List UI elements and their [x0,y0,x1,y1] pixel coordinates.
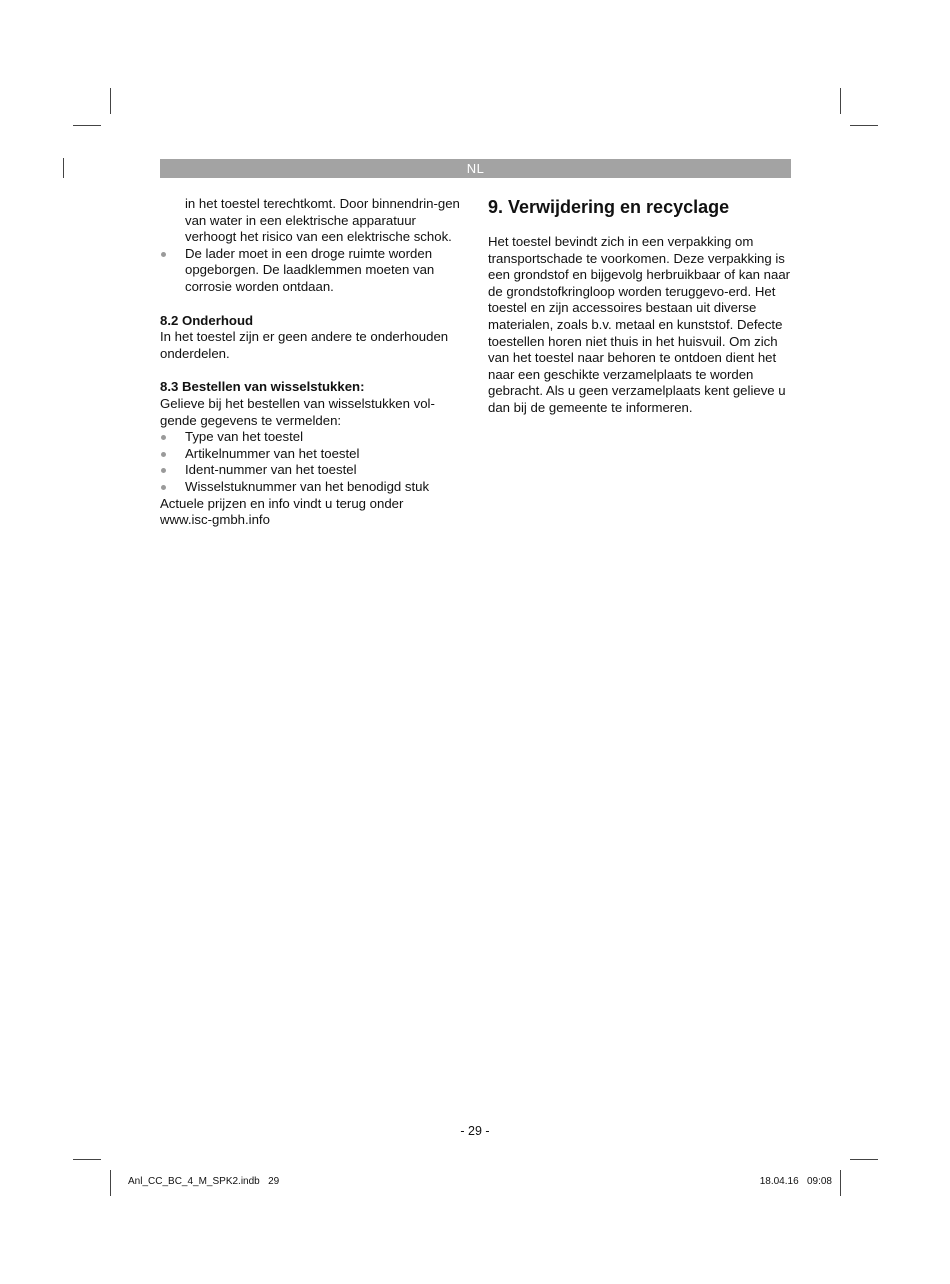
list-item [160,429,465,446]
crop-mark-top-right-v [840,88,841,114]
list-item-text: Type van het toestel [185,429,304,445]
left-column [160,196,465,529]
list-item [160,446,465,463]
bullet-item-charger [160,246,465,296]
page-number: - 29 - [460,1124,490,1138]
section-heading-8-2: 8.2 Onderhoud [160,312,254,328]
continued-paragraph: in het toestel terechtkomt. Door binnendrin-gen van water in een elektrische apparatuur verhoogt het risico van een elektrische schok. [185,196,460,245]
list-item [160,479,465,496]
list-item-text: Artikelnummer van het toestel [185,445,360,461]
crop-mark-bottom-right-h [850,1159,878,1160]
section-text-9: Het toestel bevindt zich in een verpakking om transportschade te voorkomen. Deze verpakking is een grondstof en bijgevolg herbruikbaar of kan naar de grondstofkringloop worden teruggevo-erd. Het toestel en zijn accessoires bestaan uit diverse materialen, zoals b.v. metaal en kunststof. Defecte toestellen horen niet thuis in het huisvuil. Om zich van het toestel naar behoren te ontdoen dient het naar een geschikte verzamelplaats te worden gebracht. Als u geen verzamelplaats kent gelieve u dan bij de gemeente te informeren. [488,234,791,415]
bullet-icon [161,452,166,457]
bullet-text: De lader moet in een droge ruimte worden opgeborgen. De laadklemmen moeten van corrosie worden ontdaan. [185,245,435,294]
language-header-bar [160,159,791,178]
crop-mark-top-left-h [73,125,101,126]
section-outro-8-3: Actuele prijzen en info vindt u terug onder www.isc-gmbh.info [160,495,404,528]
section-intro-8-3: Gelieve bij het bestellen van wisselstukken vol-gende gegevens te vermelden: [160,395,435,428]
bullet-icon [161,468,166,473]
crop-mark-bottom-left-v [110,1170,111,1196]
list-item [160,462,465,479]
print-date-time: 18.04.16 09:08 [759,1176,832,1187]
bullet-icon [161,252,166,257]
list-item-text: Wisselstuknummer van het benodigd stuk [185,478,430,494]
section-heading-8-3: 8.3 Bestellen van wisselstukken: [160,379,365,395]
crop-mark-bottom-right-v [840,1170,841,1196]
crop-mark-top-left-v [110,88,111,114]
section-text-8-2: In het toestel zijn er geen andere te onderhouden onderdelen. [160,329,449,361]
bullet-icon [161,435,166,440]
list-item-text: Ident-nummer van het toestel [185,462,357,478]
section-heading-9: 9. Verwijdering en recyclage [488,197,730,217]
crop-mark-top-right-h [850,125,878,126]
right-column [488,196,792,417]
crop-mark-bottom-left-h [73,1159,101,1160]
crop-mark-left-mid [63,158,64,178]
file-slug: Anl_CC_BC_4_M_SPK2.indb 29 [128,1176,280,1187]
bullet-icon [161,485,166,490]
language-label: NL [466,161,485,176]
